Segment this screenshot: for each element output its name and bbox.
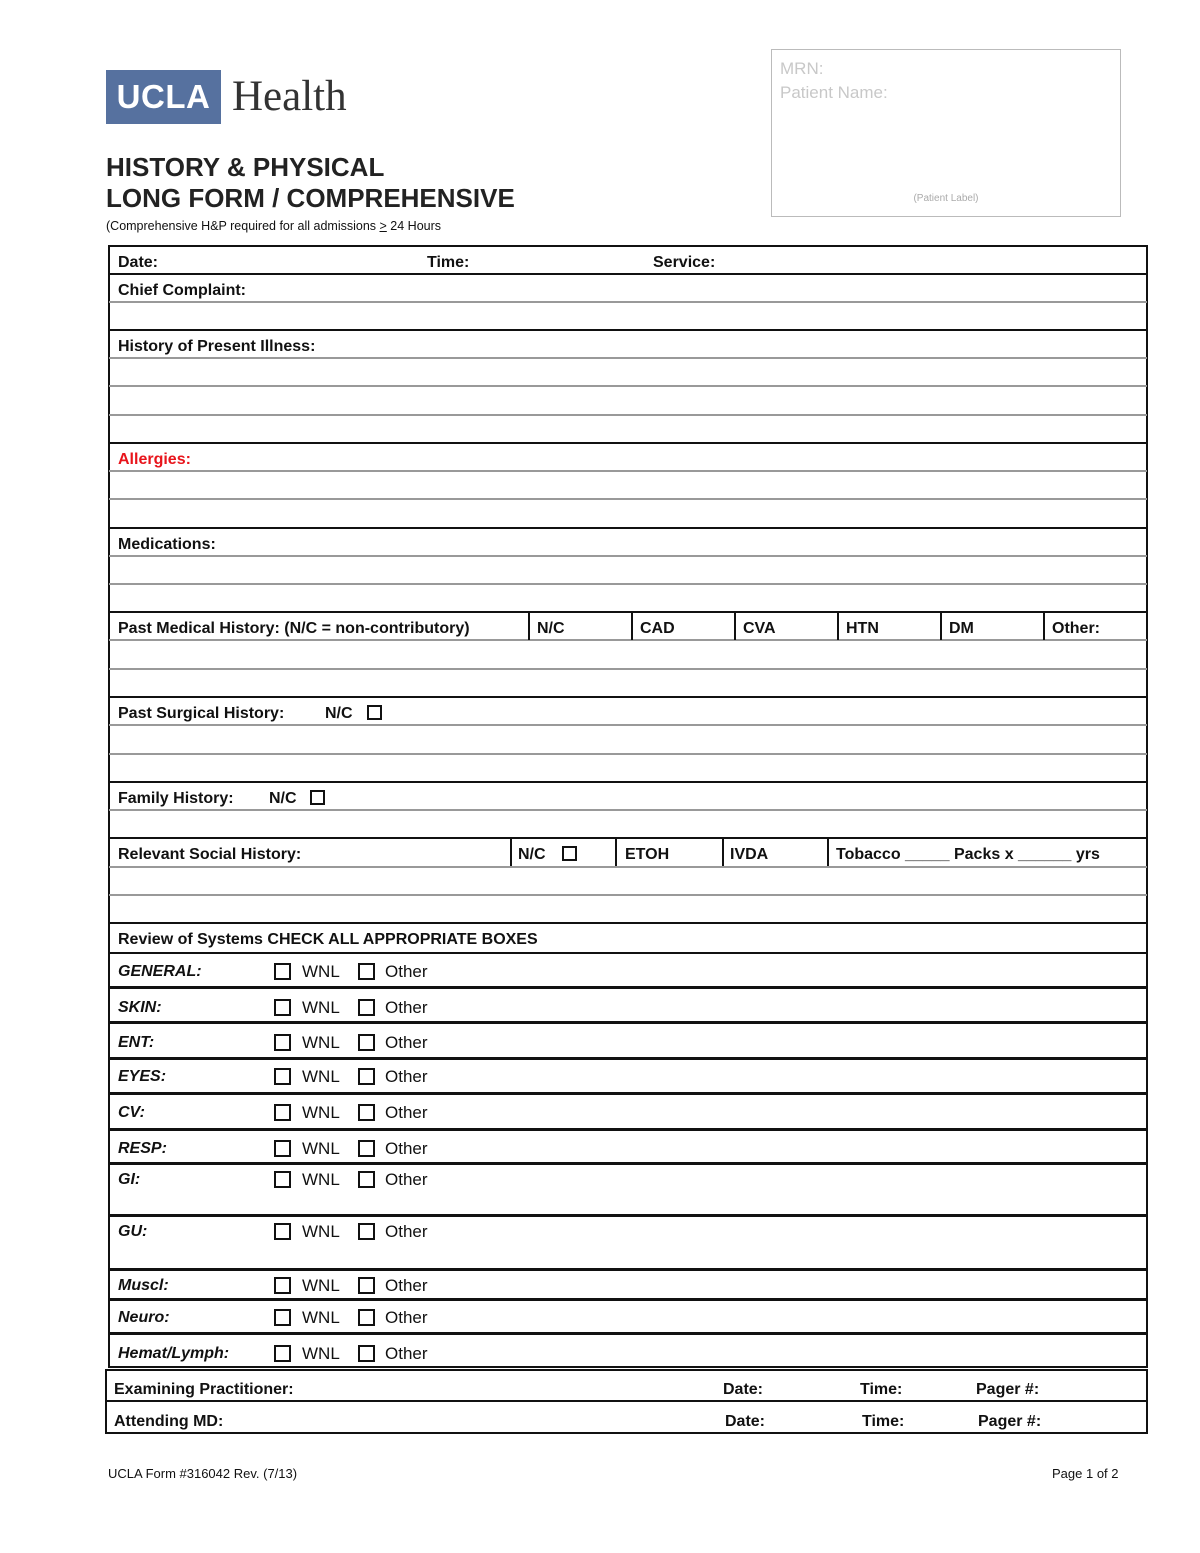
ros-wnl-checkbox-resp[interactable] (274, 1140, 291, 1157)
ros-other-label: Other (385, 1222, 428, 1241)
ros-other-checkbox-ent[interactable] (358, 1034, 375, 1051)
ucla-logo-mark: UCLA (106, 70, 221, 124)
form-number: UCLA Form #316042 Rev. (7/13) (108, 1466, 298, 1481)
ros-other-checkbox-general[interactable] (358, 963, 375, 980)
ros-label-neuro: Neuro: (118, 1309, 170, 1326)
ros-label-general: GENERAL: (118, 963, 202, 980)
signoff-divider (105, 1400, 1148, 1402)
ros-wnl-label: WNL (302, 1276, 340, 1295)
ros-wnl-checkbox-ent[interactable] (274, 1034, 291, 1051)
ros-wnl-checkbox-hemat-lymph[interactable] (274, 1345, 291, 1362)
chief-complaint-label: Chief Complaint: (118, 282, 246, 299)
page-number: Page 1 of 2 (1052, 1466, 1119, 1481)
ros-wnl-checkbox-skin[interactable] (274, 999, 291, 1016)
pmh-option-other[interactable]: Other: (1052, 620, 1100, 637)
ros-other-checkbox-gi[interactable] (358, 1171, 375, 1188)
ros-label-muscl: Muscl: (118, 1277, 169, 1294)
social-divider (722, 838, 724, 866)
patient-label-caption: (Patient Label) (913, 193, 979, 204)
ros-other-checkbox-resp[interactable] (358, 1140, 375, 1157)
social-nc-label: N/C (518, 846, 546, 863)
ros-wnl-label: WNL (302, 1103, 340, 1122)
ros-wnl-checkbox-cv[interactable] (274, 1104, 291, 1121)
ros-wnl-label: WNL (302, 1308, 340, 1327)
ros-other-label: Other (385, 1033, 428, 1052)
ros-label-gu: GU: (118, 1223, 148, 1240)
ros-wnl-checkbox-eyes[interactable] (274, 1068, 291, 1085)
ros-label-hemat-lymph: Hemat/Lymph: (118, 1345, 230, 1362)
attending-md-field[interactable]: Attending MD: (114, 1413, 224, 1430)
social-tobacco[interactable]: Tobacco _____ Packs x ______ yrs (836, 846, 1100, 863)
pmh-divider (734, 612, 736, 640)
ros-other-checkbox-gu[interactable] (358, 1223, 375, 1240)
ros-wnl-checkbox-gu[interactable] (274, 1223, 291, 1240)
ros-other-label: Other (385, 1276, 428, 1295)
ros-other-label: Other (385, 998, 428, 1017)
allergies-label: Allergies: (118, 451, 191, 468)
ros-wnl-checkbox-gi[interactable] (274, 1171, 291, 1188)
ros-wnl-label: WNL (302, 998, 340, 1017)
social-etoh[interactable]: ETOH (625, 846, 670, 863)
medications-label: Medications: (118, 536, 216, 553)
ros-other-checkbox-hemat-lymph[interactable] (358, 1345, 375, 1362)
ros-wnl-label: WNL (302, 1139, 340, 1158)
family-nc-label: N/C (269, 790, 297, 807)
examining-practitioner-field[interactable]: Examining Practitioner: (114, 1381, 294, 1398)
subtitle-suffix: 24 Hours (386, 219, 442, 233)
pmh-divider (940, 612, 942, 640)
patient-label-box[interactable] (771, 49, 1121, 217)
ros-label-cv: CV: (118, 1104, 145, 1121)
date-field[interactable]: Date: (118, 254, 159, 271)
ros-other-label: Other (385, 1067, 428, 1086)
attending-pager-field[interactable]: Pager #: (978, 1413, 1042, 1430)
ros-wnl-label: WNL (302, 1170, 340, 1189)
examining-time-field[interactable]: Time: (860, 1381, 903, 1398)
form-title-line1: HISTORY & PHYSICAL (106, 152, 385, 182)
service-field[interactable]: Service: (653, 254, 716, 271)
social-history-label: Relevant Social History: (118, 846, 302, 863)
pmh-label: Past Medical History: (N/C = non-contributory) (118, 620, 470, 637)
examining-pager-field[interactable]: Pager #: (976, 1381, 1040, 1398)
ros-title: Review of Systems CHECK ALL APPROPRIATE BOXES (118, 931, 538, 948)
ros-other-label: Other (385, 1170, 428, 1189)
ros-frame (108, 952, 1148, 1368)
ros-label-ent: ENT: (118, 1034, 155, 1051)
pmh-divider (1043, 612, 1045, 640)
patient-name-label: Patient Name: (780, 83, 888, 102)
ros-other-checkbox-neuro[interactable] (358, 1309, 375, 1326)
examining-date-field[interactable]: Date: (723, 1381, 764, 1398)
pmh-option-cva[interactable]: CVA (743, 620, 776, 637)
ros-wnl-label: WNL (302, 1067, 340, 1086)
hpi-label: History of Present Illness: (118, 338, 316, 355)
ucla-logo-word: Health (232, 73, 347, 120)
pmh-option-nc[interactable]: N/C (537, 620, 565, 637)
ros-label-eyes: EYES: (118, 1068, 167, 1085)
ros-label-gi: GI: (118, 1171, 141, 1188)
psh-label: Past Surgical History: (118, 705, 285, 722)
ros-wnl-checkbox-general[interactable] (274, 963, 291, 980)
ros-other-checkbox-cv[interactable] (358, 1104, 375, 1121)
social-nc-checkbox[interactable] (562, 846, 577, 861)
ros-other-label: Other (385, 1308, 428, 1327)
mrn-label: MRN: (780, 59, 824, 78)
ros-wnl-label: WNL (302, 962, 340, 981)
ros-wnl-label: WNL (302, 1222, 340, 1241)
ros-other-label: Other (385, 1103, 428, 1122)
ros-wnl-checkbox-neuro[interactable] (274, 1309, 291, 1326)
pmh-divider (837, 612, 839, 640)
ros-wnl-label: WNL (302, 1344, 340, 1363)
subtitle-ge-symbol: > (379, 219, 387, 233)
social-divider (827, 838, 829, 866)
ros-wnl-checkbox-muscl[interactable] (274, 1277, 291, 1294)
ros-other-checkbox-skin[interactable] (358, 999, 375, 1016)
ros-label-skin: SKIN: (118, 999, 162, 1016)
pmh-divider (528, 612, 530, 640)
ros-other-checkbox-muscl[interactable] (358, 1277, 375, 1294)
pmh-option-cad[interactable]: CAD (640, 620, 675, 637)
psh-nc-label: N/C (325, 705, 353, 722)
ros-wnl-label: WNL (302, 1033, 340, 1052)
ros-other-label: Other (385, 962, 428, 981)
ros-other-label: Other (385, 1344, 428, 1363)
pmh-divider (631, 612, 633, 640)
time-field[interactable]: Time: (427, 254, 470, 271)
pmh-option-dm[interactable]: DM (949, 620, 974, 637)
social-divider (615, 838, 617, 866)
family-nc-checkbox[interactable] (310, 790, 325, 805)
form-subtitle (106, 219, 441, 233)
ros-other-label: Other (385, 1139, 428, 1158)
form-title-line2: LONG FORM / COMPREHENSIVE (106, 183, 515, 213)
attending-date-field[interactable]: Date: (725, 1413, 766, 1430)
ros-label-resp: RESP: (118, 1140, 167, 1157)
social-divider (510, 838, 512, 866)
attending-time-field[interactable]: Time: (862, 1413, 905, 1430)
pmh-option-htn[interactable]: HTN (846, 620, 879, 637)
family-history-label: Family History: (118, 790, 234, 807)
social-ivda[interactable]: IVDA (730, 846, 769, 863)
subtitle-prefix: (Comprehensive H&P required for all admissions (106, 219, 380, 233)
ros-other-checkbox-eyes[interactable] (358, 1068, 375, 1085)
psh-nc-checkbox[interactable] (367, 705, 382, 720)
